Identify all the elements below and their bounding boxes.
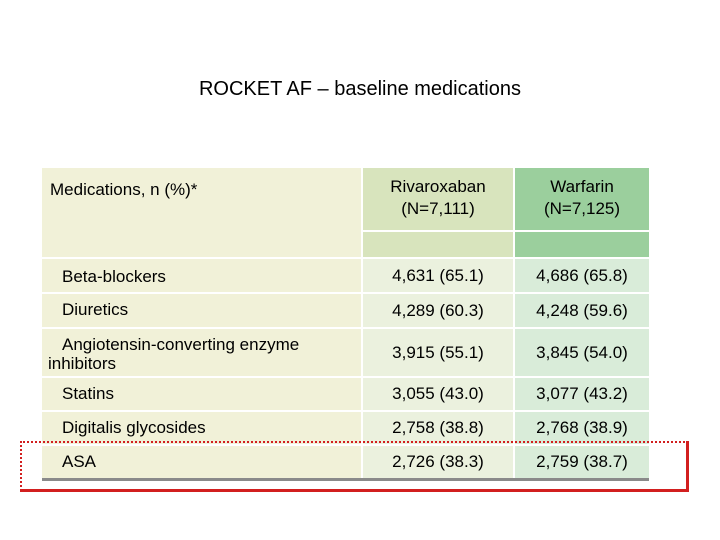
header-rivaroxaban-name: Rivaroxaban [390,177,486,196]
row-label-text: ASA [62,452,97,471]
row-label [42,412,361,444]
row-label-text: Angiotensin-converting enzyme inhibitors [48,335,300,373]
row-value-rivaroxaban: 2,726 (38.3) [363,446,513,478]
row-value-warfarin: 3,077 (43.2) [515,378,649,410]
asa-highlight-box [20,441,688,491]
row-label-text: Digitalis glycosides [62,418,206,437]
row-value-warfarin: 2,768 (38.9) [515,412,649,444]
row-label-text: Beta-blockers [62,267,166,286]
row-label [42,259,361,292]
asa-highlight-bottom-edge [20,489,688,492]
header-gap [42,230,361,257]
row-value-rivaroxaban: 3,915 (55.1) [363,329,513,376]
row-label [42,378,361,410]
row-label-text: Diuretics [62,300,129,319]
row-value-warfarin: 4,248 (59.6) [515,294,649,327]
slide-title: ROCKET AF – baseline medications [198,78,521,100]
row-value-warfarin: 3,845 (54.0) [515,329,649,376]
header-medications-label: Medications, n (%)* [50,180,198,199]
row-label [42,294,361,327]
subheader-warfarin [515,230,649,257]
row-value-rivaroxaban: 4,289 (60.3) [363,294,513,327]
header-rivaroxaban [363,168,513,230]
row-value-rivaroxaban: 2,758 (38.8) [363,412,513,444]
row-value-warfarin: 4,686 (65.8) [515,259,649,292]
subheader-rivaroxaban [363,230,513,257]
header-warfarin-name: Warfarin [550,177,614,196]
row-label-text: Statins [62,384,114,403]
header-warfarin [515,168,649,230]
row-label [42,329,361,376]
row-value-warfarin: 2,759 (38.7) [515,446,649,478]
header-medications [42,168,361,230]
row-value-rivaroxaban: 4,631 (65.1) [363,259,513,292]
header-warfarin-n: (N=7,125) [543,199,621,218]
header-rivaroxaban-n: (N=7,111) [401,199,475,218]
row-value-rivaroxaban: 3,055 (43.0) [363,378,513,410]
asa-highlight-right-edge [686,441,689,492]
